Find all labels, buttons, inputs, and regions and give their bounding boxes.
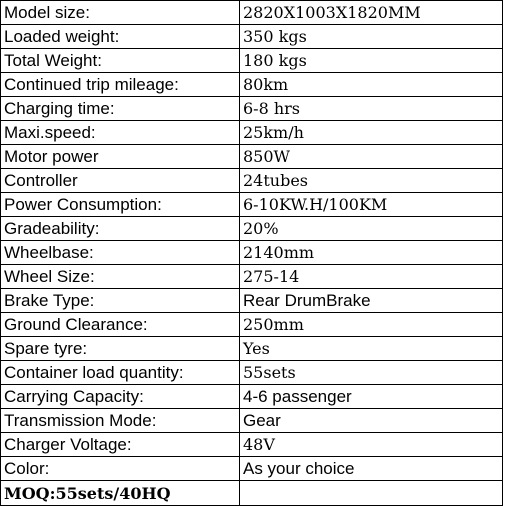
spec-label: Controller xyxy=(1,169,240,193)
spec-row-gradeability xyxy=(1,217,503,241)
spec-label: Power Consumption: xyxy=(1,193,240,217)
spec-label: Carrying Capacity: xyxy=(1,385,240,409)
spec-row-wheelbase xyxy=(1,241,503,265)
spec-label: Color: xyxy=(1,457,240,481)
spec-value: 6-8 hrs xyxy=(240,97,503,121)
spec-label: Charging time: xyxy=(1,97,240,121)
spec-row-charging-time xyxy=(1,97,503,121)
spec-row-wheel-size xyxy=(1,265,503,289)
spec-label: Charger Voltage: xyxy=(1,433,240,457)
spec-value: 180 kgs xyxy=(240,49,503,73)
spec-row-transmission-mode xyxy=(1,409,503,433)
spec-value: 250mm xyxy=(240,313,503,337)
spec-label: Motor power xyxy=(1,145,240,169)
spec-label: Wheelbase: xyxy=(1,241,240,265)
spec-row-trip-mileage xyxy=(1,73,503,97)
spec-value: Gear xyxy=(240,409,503,433)
spec-label: Loaded weight: xyxy=(1,25,240,49)
spec-value: Rear DrumBrake xyxy=(240,289,503,313)
spec-value: 2140mm xyxy=(240,241,503,265)
moq-label: MOQ:55sets/40HQ xyxy=(1,481,240,506)
spec-label: Ground Clearance: xyxy=(1,313,240,337)
moq-row xyxy=(1,481,503,506)
spec-row-loaded-weight xyxy=(1,25,503,49)
spec-value: 80km xyxy=(240,73,503,97)
spec-label: Spare tyre: xyxy=(1,337,240,361)
spec-value: 6-10KW.H/100KM xyxy=(240,193,503,217)
spec-row-power-consumption xyxy=(1,193,503,217)
spec-label: Container load quantity: xyxy=(1,361,240,385)
spec-value: 275-14 xyxy=(240,265,503,289)
spec-row-container-load xyxy=(1,361,503,385)
spec-value: 24tubes xyxy=(240,169,503,193)
spec-label: Wheel Size: xyxy=(1,265,240,289)
spec-row-controller xyxy=(1,169,503,193)
spec-label: Gradeability: xyxy=(1,217,240,241)
spec-value: 4-6 passenger xyxy=(240,385,503,409)
spec-row-color xyxy=(1,457,503,481)
spec-label: Transmission Mode: xyxy=(1,409,240,433)
spec-value: As your choice xyxy=(240,457,503,481)
spec-row-max-speed xyxy=(1,121,503,145)
spec-label: Maxi.speed: xyxy=(1,121,240,145)
spec-row-ground-clearance xyxy=(1,313,503,337)
spec-row-total-weight xyxy=(1,49,503,73)
moq-empty-cell xyxy=(240,481,503,506)
spec-row-model-size xyxy=(1,1,503,25)
spec-value: 48V xyxy=(240,433,503,457)
spec-value: 25km/h xyxy=(240,121,503,145)
spec-label: Model size: xyxy=(1,1,240,25)
spec-value: Yes xyxy=(240,337,503,361)
spec-value: 2820X1003X1820MM xyxy=(240,1,503,25)
spec-row-motor-power xyxy=(1,145,503,169)
spec-value: 55sets xyxy=(240,361,503,385)
spec-value: 20% xyxy=(240,217,503,241)
spec-row-spare-tyre xyxy=(1,337,503,361)
spec-value: 850W xyxy=(240,145,503,169)
spec-value: 350 kgs xyxy=(240,25,503,49)
spec-label: Total Weight: xyxy=(1,49,240,73)
spec-row-carrying-capacity xyxy=(1,385,503,409)
spec-label: Brake Type: xyxy=(1,289,240,313)
spec-row-charger-voltage xyxy=(1,433,503,457)
spec-label: Continued trip mileage: xyxy=(1,73,240,97)
spec-row-brake-type xyxy=(1,289,503,313)
